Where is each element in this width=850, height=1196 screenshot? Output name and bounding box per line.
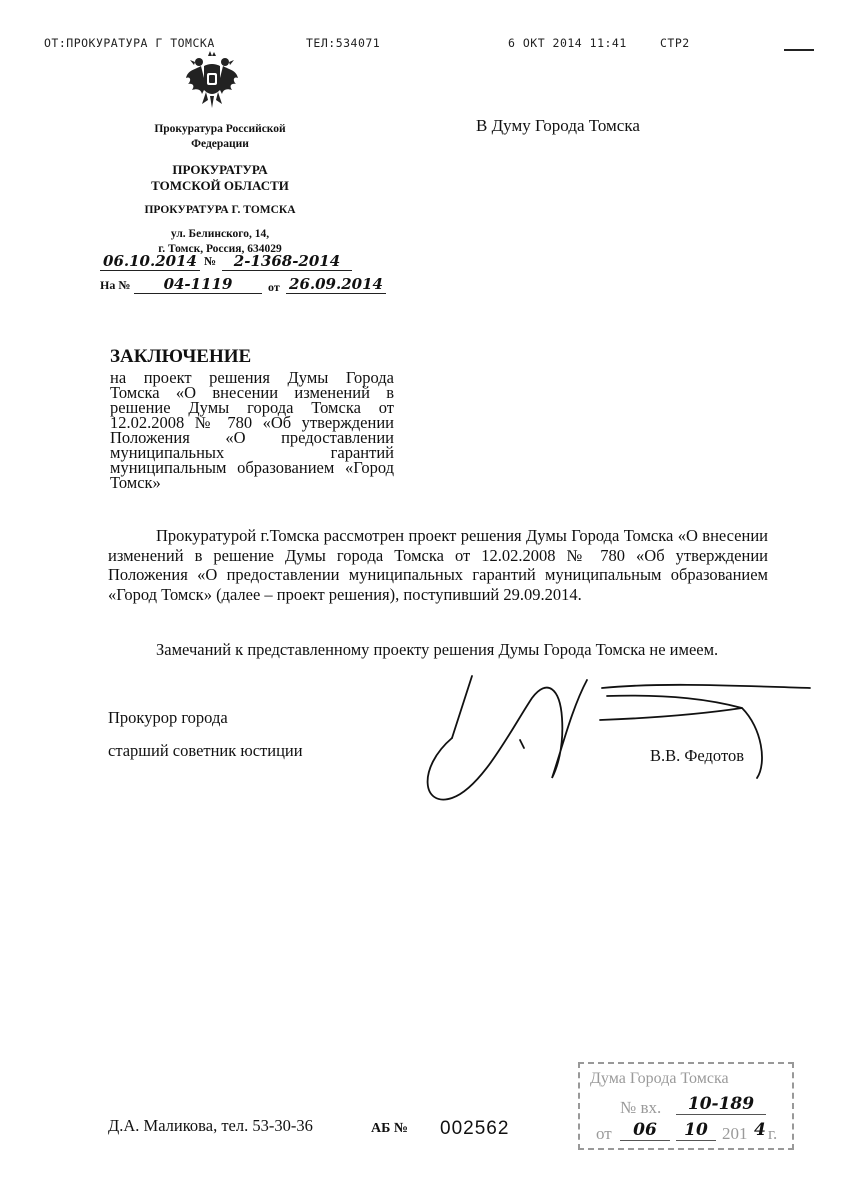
document-title: ЗАКЛЮЧЕНИЕ bbox=[110, 346, 252, 367]
stamp-org-name: Дума Города Томска bbox=[590, 1070, 729, 1087]
body-paragraph-1: Прокуратурой г.Томска рассмотрен проект решения Думы Города Томска «О внесении изменений в решение Думы города Томска от 12.02.2008 № 780 «Об утверждении Положения «О предоставлении муниципальных гарантий муниципальным образованием «Город Томск» (далее – проект решения), поступивший 29.09.2014. bbox=[108, 526, 768, 604]
signer-position: Прокурор города bbox=[108, 708, 228, 727]
form-number-label: АБ № bbox=[371, 1121, 408, 1136]
form-number: 002562 bbox=[440, 1118, 510, 1139]
document-subject: на проект решения Думы Города Томска «О внесении изменений в решение Думы города Томска от 12.02.2008 № 780 «Об утверждении Положения «О предоставлении муниципальных гарантий муниципальным образованием «Город Томск» bbox=[110, 368, 394, 492]
sender-line-1: Прокуратура Российской bbox=[154, 123, 286, 135]
sender-block bbox=[110, 122, 330, 257]
registration-stamp bbox=[578, 1062, 794, 1150]
outgoing-date: 06.10.2014 bbox=[100, 252, 200, 271]
fax-phone: ТЕЛ:534071 bbox=[306, 36, 381, 50]
sender-line-4: ТОМСКОЙ ОБЛАСТИ bbox=[151, 178, 289, 193]
sender-line-3: ПРОКУРАТУРА bbox=[172, 162, 268, 177]
sender-line-2: Федерации bbox=[191, 138, 249, 150]
executor-info: Д.А. Маликова, тел. 53-30-36 bbox=[108, 1116, 313, 1135]
handwritten-signature bbox=[412, 668, 812, 818]
stamp-year-prefix: 201 bbox=[722, 1124, 748, 1143]
reference-date: 26.09.2014 bbox=[286, 275, 386, 294]
addressee: В Думу Города Томска bbox=[476, 116, 640, 135]
fax-page: СТР2 bbox=[660, 36, 690, 50]
body-paragraph-2: Замечаний к представленному проекту решения Думы Города Томска не имеем. bbox=[156, 640, 719, 659]
stamp-year-end: г. bbox=[768, 1124, 778, 1143]
stamp-date-day: 06 bbox=[620, 1120, 670, 1141]
sender-address-2: г. Томск, Россия, 634029 bbox=[158, 243, 282, 255]
reference-label: На № bbox=[100, 278, 131, 292]
stamp-date-label: от bbox=[596, 1124, 612, 1143]
stamp-date-month: 10 bbox=[676, 1120, 716, 1141]
stamp-in-label: № вх. bbox=[620, 1098, 662, 1117]
signer-name: В.В. Федотов bbox=[650, 746, 744, 765]
signer-rank: старший советник юстиции bbox=[108, 741, 303, 760]
double-headed-eagle-emblem bbox=[184, 50, 240, 110]
fax-header-dash bbox=[784, 49, 814, 51]
fax-datetime: 6 ОКТ 2014 11:41 bbox=[508, 36, 627, 50]
outgoing-number: 2-1368-2014 bbox=[222, 252, 352, 271]
sender-address-1: ул. Белинского, 14, bbox=[170, 228, 270, 240]
reference-number: 04-1119 bbox=[134, 275, 262, 294]
outgoing-number-label: № bbox=[204, 254, 217, 268]
reference-from-label: от bbox=[268, 280, 280, 294]
sender-line-5: ПРОКУРАТУРА Г. ТОМСКА bbox=[144, 204, 296, 216]
stamp-in-number: 10-189 bbox=[676, 1094, 766, 1115]
fax-from: ОТ:ПРОКУРАТУРА Г ТОМСКА bbox=[44, 36, 215, 50]
stamp-year-suffix: 4 bbox=[754, 1120, 766, 1140]
